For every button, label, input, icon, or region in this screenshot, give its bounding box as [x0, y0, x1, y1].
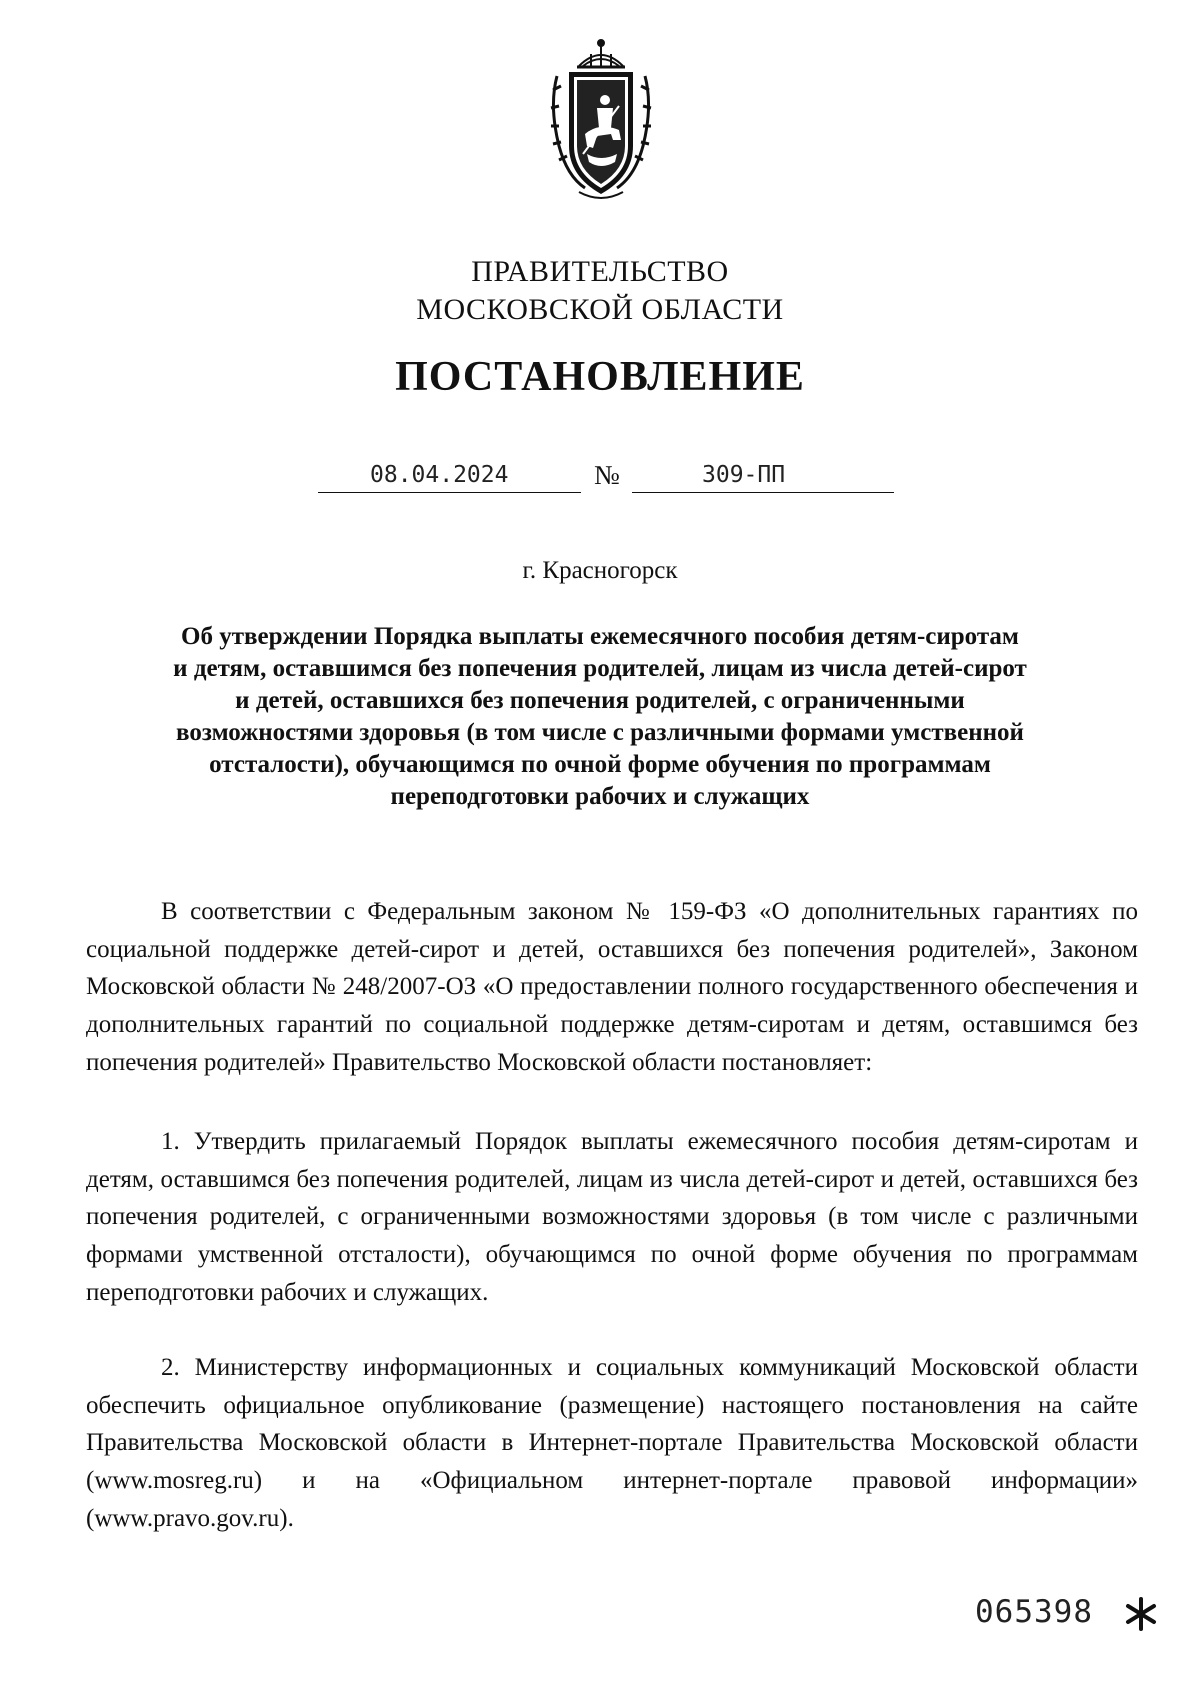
preamble-section [86, 893, 1138, 1082]
organization-name-line2: МОСКОВСКОЙ ОБЛАСТИ [416, 293, 784, 326]
preamble-paragraph: В соответствии с Федеральным законом № 159-ФЗ «О дополнительных гарантиях по социальной поддержке детей-сирот и детей, оставшихся без попечения родителей», Законом Московской области № 248/2007-ОЗ «О предоставлении полного государственного обеспечения и дополнительных гарантий по социальной поддержке детям-сиротам и детям, оставшимся без попечения родителей» Правительство Московской области постановляет: [86, 898, 1138, 1076]
title-line: переподготовки рабочих и служащих [390, 783, 810, 810]
title-line: и детей, оставшихся без попечения родителей, с ограниченными [235, 687, 965, 714]
city-line: г. Красногорск [522, 557, 678, 584]
item-1-paragraph: 1. Утвердить прилагаемый Порядок выплаты ежемесячного пособия детям-сиротам и детям, оставшимся без попечения родителей, лицам из числа детей-сирот и детей, оставшихся без попечения родителей, с ограниченными возможностями здоровья (в том числе с различными формами умственной отсталости), обучающимся по очной форме обучения по программам переподготовки рабочих и служащих. [86, 1128, 1138, 1306]
asterisk-icon [1123, 1596, 1159, 1632]
item-2-section [86, 1349, 1138, 1538]
document-number: 309-ПП [702, 462, 786, 488]
document-title [110, 621, 1090, 813]
number-underline [632, 492, 894, 493]
date-underline [318, 492, 581, 493]
item-2-paragraph: 2. Министерству информационных и социальных коммуникаций Московской области обеспечить официальное опубликование (размещение) настоящего постановления на сайте Правительства Московской области в Интернет-портале Правительства Московской области (www.mosreg.ru) и на «Официальном интернет-портале правовой информации» (www.pravo.gov.ru). [86, 1354, 1138, 1532]
coat-of-arms-emblem [539, 36, 663, 204]
title-line: и детям, оставшимся без попечения родителей, лицам из числа детей-сирот [173, 655, 1027, 682]
item-1-section [86, 1123, 1138, 1312]
number-sign: № [594, 460, 620, 490]
title-line: отсталости), обучающимся по очной форме обучения по программам [209, 751, 991, 778]
document-type-heading: ПОСТАНОВЛЕНИЕ [395, 354, 805, 400]
title-line: возможностями здоровья (в том числе с различными формами умственной [176, 719, 1024, 746]
organization-name-line1: ПРАВИТЕЛЬСТВО [471, 255, 729, 288]
document-date: 08.04.2024 [370, 462, 509, 488]
serial-number: 065398 [975, 1594, 1093, 1630]
title-line: Об утверждении Порядка выплаты ежемесячного пособия детям-сиротам [181, 623, 1019, 650]
